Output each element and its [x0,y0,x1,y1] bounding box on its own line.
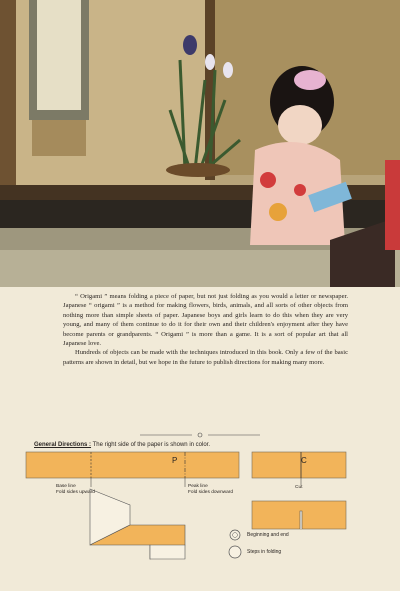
intro-paragraph-1: “ Origami ” means folding a piece of paper, but not just folding as you would a letter or newspaper. Japanese “ origami ” is a method for making flowers, birds, animals, and all sorts of other objects from nothing more than simple sheets of paper. Japanese boys and girls learn to do this when they are very young, and many of them continue to do it for their own and their children's enjoyment after they have become parents or grandparents. “ Origami ” is more than a game. It is a sort of popular art that all Japanese love. [63,293,348,348]
folding-diagram [20,447,360,572]
paper-strip-main [26,452,239,478]
paper-c-label: C [301,456,307,465]
fold-downward-label: Fold sides downward [188,490,234,495]
intro-text [63,292,348,367]
paper-p-label: P [172,456,178,465]
fold-upward-label: Fold sides upward [56,490,95,495]
paper-strip-cut [252,452,346,478]
general-directions-heading: General Directions : [34,442,92,448]
peak-line-label: Peak line [188,484,208,489]
cut-paper-illustration [252,501,346,529]
legend-begin-label: Beginning and end [247,532,289,538]
legend-steps-icon [229,546,241,558]
intro-paragraph-2: Hundreds of objects can be made with the techniques introduced in this book. Only a few of the basic patterns are shown in detail, but we hope in the future to publish directions for making many more. [63,349,348,366]
cover-photo-girl-folding-origami [0,0,400,287]
legend-begin-icon [230,530,240,540]
ornament-divider [140,432,260,438]
legend-steps-label: Steps in folding [247,549,282,555]
base-line-label: Base line [56,484,76,489]
cut-label: Cut [295,485,303,490]
general-directions-note: The right side of the paper is shown in color. [92,442,210,448]
